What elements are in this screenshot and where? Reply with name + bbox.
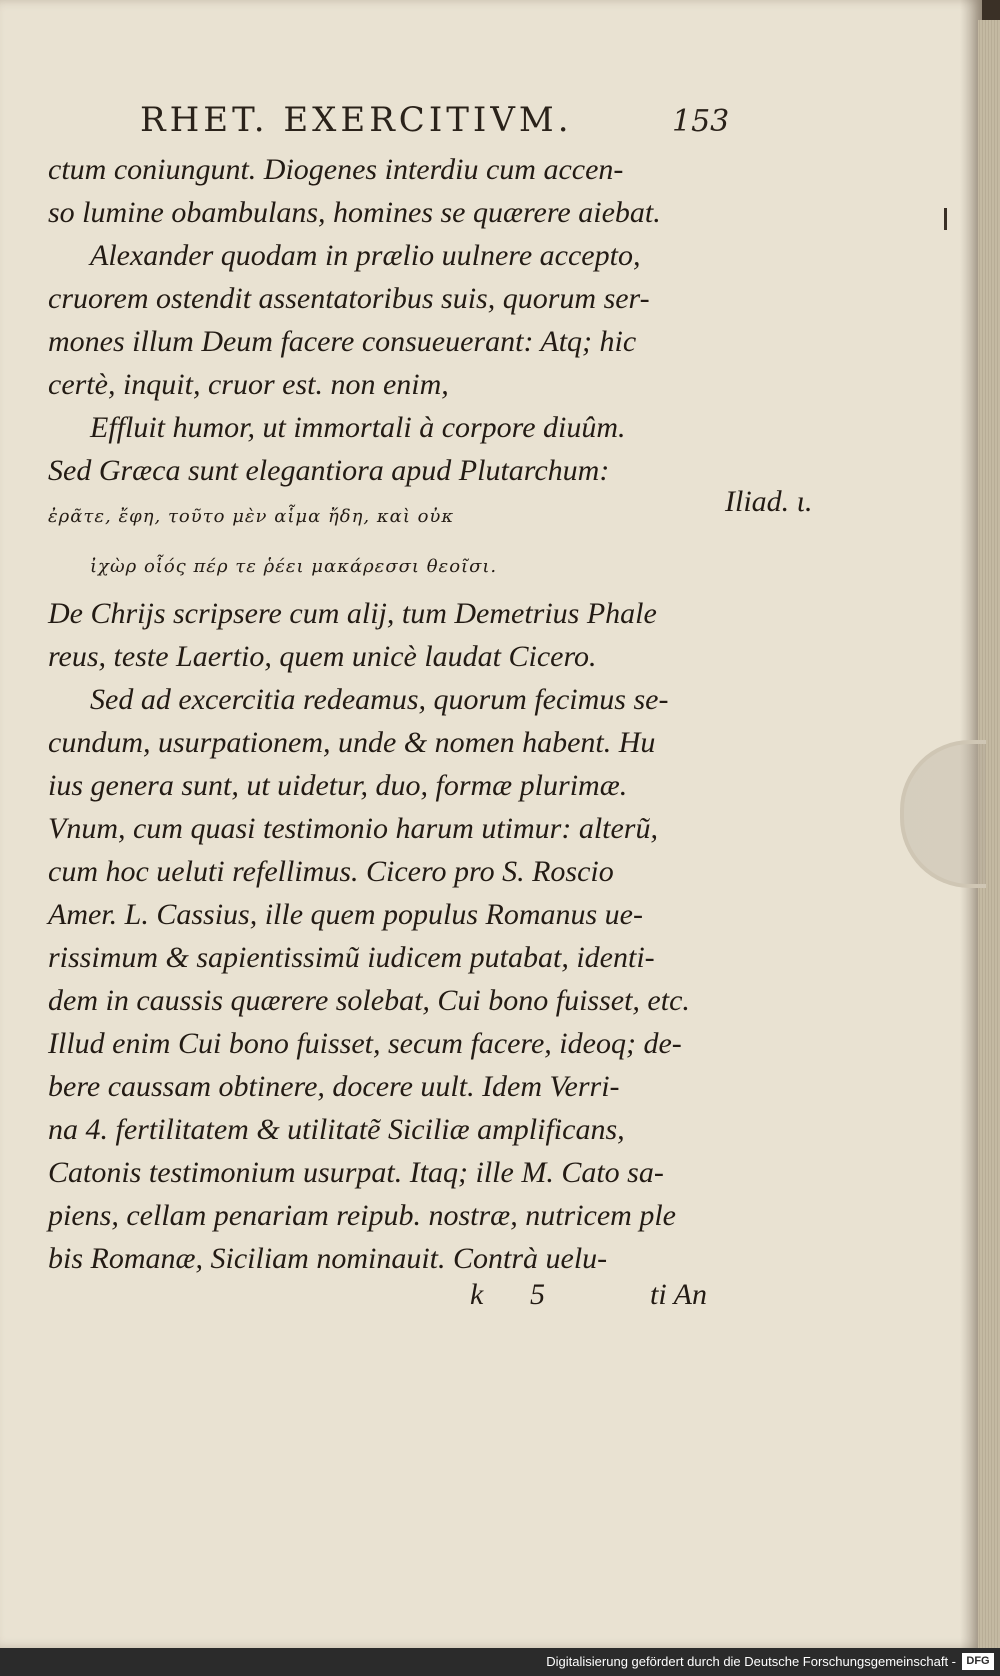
text-line: Catonis testimonium usurpat. Itaq; ille M. Cato sa- xyxy=(48,1156,664,1189)
catchword: ti An xyxy=(650,1278,707,1311)
text-line: reus, teste Laertio, quem unicè laudat Cicero. xyxy=(48,640,597,673)
greek-line: ἰχὼρ οἷός πέρ τε ῥέει μακάρεσσι θεοῖσι. xyxy=(90,556,498,577)
text-line: Vnum, cum quasi testimonio harum utimur: alterũ, xyxy=(48,812,658,845)
text-line: Illud enim Cui bono fuisset, secum facere, ideoq; de- xyxy=(48,1027,682,1060)
text-line: De Chrijs scripsere cum alij, tum Demetrius Phale xyxy=(48,597,657,630)
body-text xyxy=(48,148,738,1280)
margin-mark xyxy=(944,208,947,230)
text-line: Amer. L. Cassius, ille quem populus Romanus ue- xyxy=(48,898,643,931)
text-line: certè, inquit, cruor est. non enim, xyxy=(48,368,449,401)
greek-line: ἐρᾶτε, ἔφη, τοῦτο μὲν αἷμα ἤδη, καὶ οὐκ xyxy=(48,506,455,527)
text-line: Sed Græca sunt elegantiora apud Plutarchum: xyxy=(48,454,610,487)
footer-bar xyxy=(0,1648,1000,1676)
running-title: RHET. EXERCITIVM. xyxy=(140,100,573,140)
text-line: bis Romanæ, Siciliam nominauit. Contrà uelu- xyxy=(48,1242,608,1275)
text-line: Sed ad excercitia redeamus, quorum fecimus se- xyxy=(90,683,669,716)
text-line: dem in caussis quærere solebat, Cui bono fuisset, etc. xyxy=(48,984,690,1017)
text-line: mones illum Deum facere consueuerant: Atq; hic xyxy=(48,325,637,358)
text-line: cruorem ostendit assentatoribus suis, quorum ser- xyxy=(48,282,650,315)
text-line: Effluit humor, ut immortali à corpore diuûm. xyxy=(90,411,626,444)
text-line: cundum, usurpationem, unde & nomen habent. Hu xyxy=(48,726,656,759)
margin-note: Iliad. ι. xyxy=(725,485,813,518)
text-line: Alexander quodam in prælio uulnere accepto, xyxy=(90,239,641,272)
dfg-logo: DFG xyxy=(962,1653,994,1670)
text-line: ctum coniungunt. Diogenes interdiu cum accen- xyxy=(48,153,624,186)
signature-number: 5 xyxy=(530,1278,545,1311)
text-line: rissimum & sapientissimũ iudicem putabat, identi- xyxy=(48,941,655,974)
text-line: so lumine obambulans, homines se quærere aiebat. xyxy=(48,196,661,229)
page-number: 153 xyxy=(672,104,730,139)
footer-credit: Digitalisierung gefördert durch die Deutsche Forschungsgemeinschaft - xyxy=(546,1654,956,1669)
text-line: cum hoc ueluti refellimus. Cicero pro S. Roscio xyxy=(48,855,614,888)
text-line: ius genera sunt, ut uidetur, duo, formæ plurimæ. xyxy=(48,769,628,802)
text-line: bere caussam obtinere, docere uult. Idem Verri- xyxy=(48,1070,620,1103)
signature-mark: k xyxy=(470,1278,484,1311)
text-line: na 4. fertilitatem & utilitatẽ Siciliæ amplificans, xyxy=(48,1113,625,1146)
text-line: piens, cellam penariam reipub. nostræ, nutricem ple xyxy=(48,1199,676,1232)
